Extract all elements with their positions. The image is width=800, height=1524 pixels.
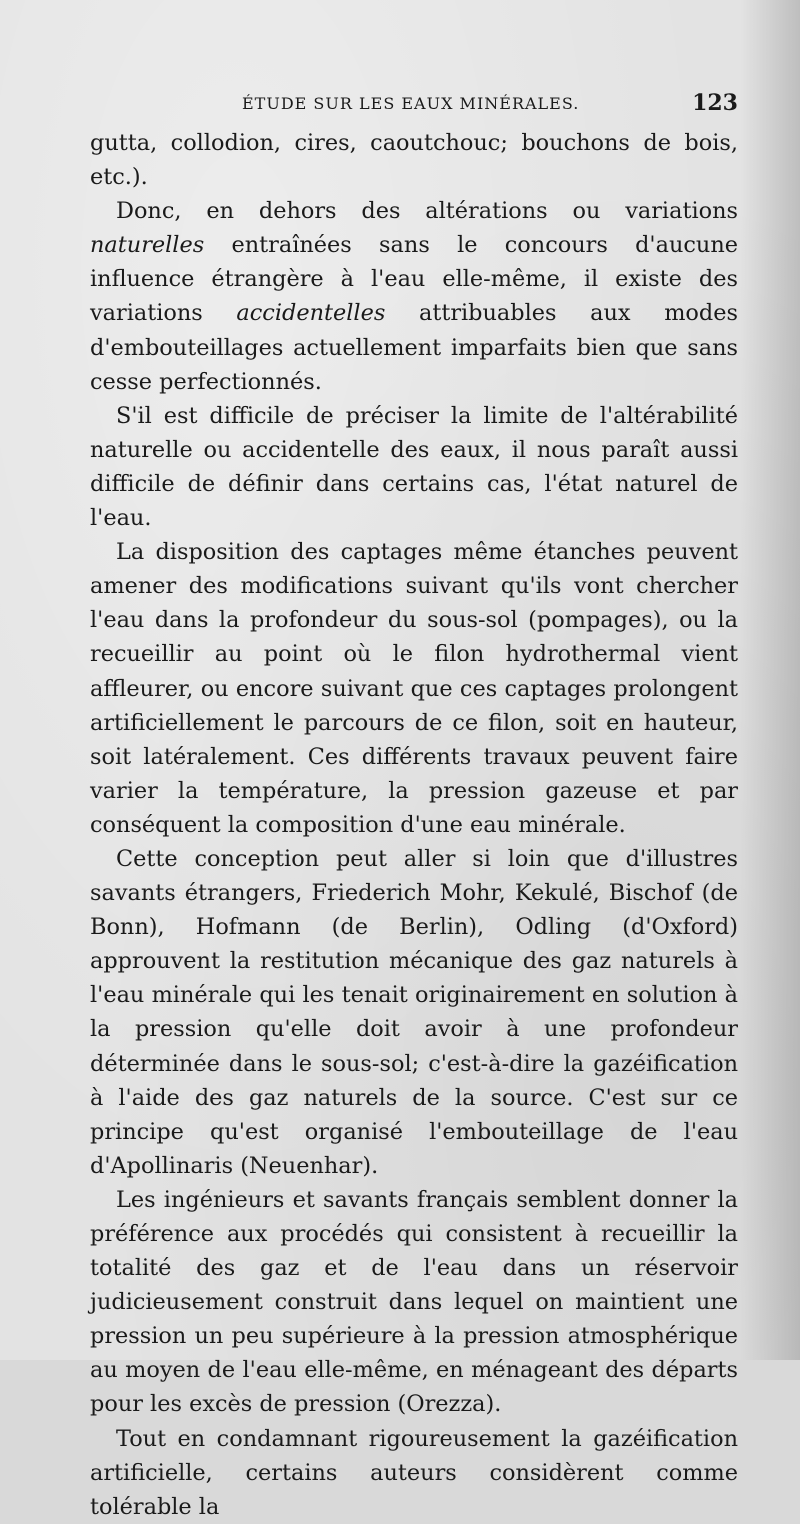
- italic-text: naturelles: [90, 232, 205, 259]
- paragraph: [90, 194, 738, 399]
- text-run: S'il est difficile de préciser la limite de l'altérabilité naturelle ou accidentelle des eaux, il nous paraît aussi difficile de définir dans certains cas, l'état naturel de l'eau.: [90, 402, 738, 532]
- paragraph: [90, 535, 738, 842]
- italic-text: accidentelles: [236, 300, 386, 327]
- page-number: 123: [692, 90, 738, 116]
- paragraph: [90, 399, 738, 535]
- text-run: Les ingénieurs et savants français semblent donner la préférence aux procédés qui consistent à recueillir la totalité des gaz et de l'eau dans un réservoir judicieusement construit dans lequel on maintient une pression un peu supérieure à la pression atmosphérique au moyen de l'eau elle-même, en ménageant des départs pour les excès de pression (Orezza).: [90, 1186, 738, 1418]
- paragraph: [90, 1422, 738, 1524]
- text-run: attribuables aux modes d'embouteillages actuellement imparfaits bien que sans cesse perfectionnés.: [90, 300, 738, 395]
- text-run: entraînées sans le concours d'aucune influence étrangère à l'eau elle-même, il existe des variations: [90, 232, 738, 327]
- paragraph: [90, 1183, 738, 1422]
- page-header: [90, 90, 740, 130]
- text-run: Tout en condamnant rigoureusement la gazéification artificielle, certains auteurs considèrent comme tolérable la: [90, 1425, 738, 1520]
- text-run: La disposition des captages même étanches peuvent amener des modifications suivant qu'ils vont chercher l'eau dans la profondeur du sous-sol (pompages), ou la recueillir au point où le filon hydrothermal vient affleurer, ou encore suivant que ces captages prolongent artificiellement le parcours de ce filon, soit en hauteur, soit latéralement. Ces différents travaux peuvent faire varier la température, la pression gazeuse et par conséquent la composition d'une eau minérale.: [90, 539, 738, 838]
- body-text: [90, 126, 738, 1524]
- paragraph: [90, 842, 738, 1183]
- running-head: ÉTUDE SUR LES EAUX MINÉRALES.: [242, 94, 580, 113]
- paragraph: [90, 126, 738, 194]
- text-run: gutta, collodion, cires, caoutchouc; bouchons de bois, etc.).: [90, 130, 738, 191]
- text-run: Cette conception peut aller si loin que d'illustres savants étrangers, Friederich Mohr, Kekulé, Bischof (de Bonn), Hofmann (de Berlin), Odling (d'Oxford) approuvent la restitution mécanique des gaz naturels à l'eau minérale qui les tenait originairement en solution à la pression qu'elle doit avoir à une profondeur déterminée dans le sous-sol; c'est-à-dire la gazéification à l'aide des gaz naturels de la source. C'est sur ce principe qu'est organisé l'embouteillage de l'eau d'Apollinaris (Neuenhar).: [90, 845, 738, 1179]
- text-run: Donc, en dehors des altérations ou variations: [116, 198, 738, 225]
